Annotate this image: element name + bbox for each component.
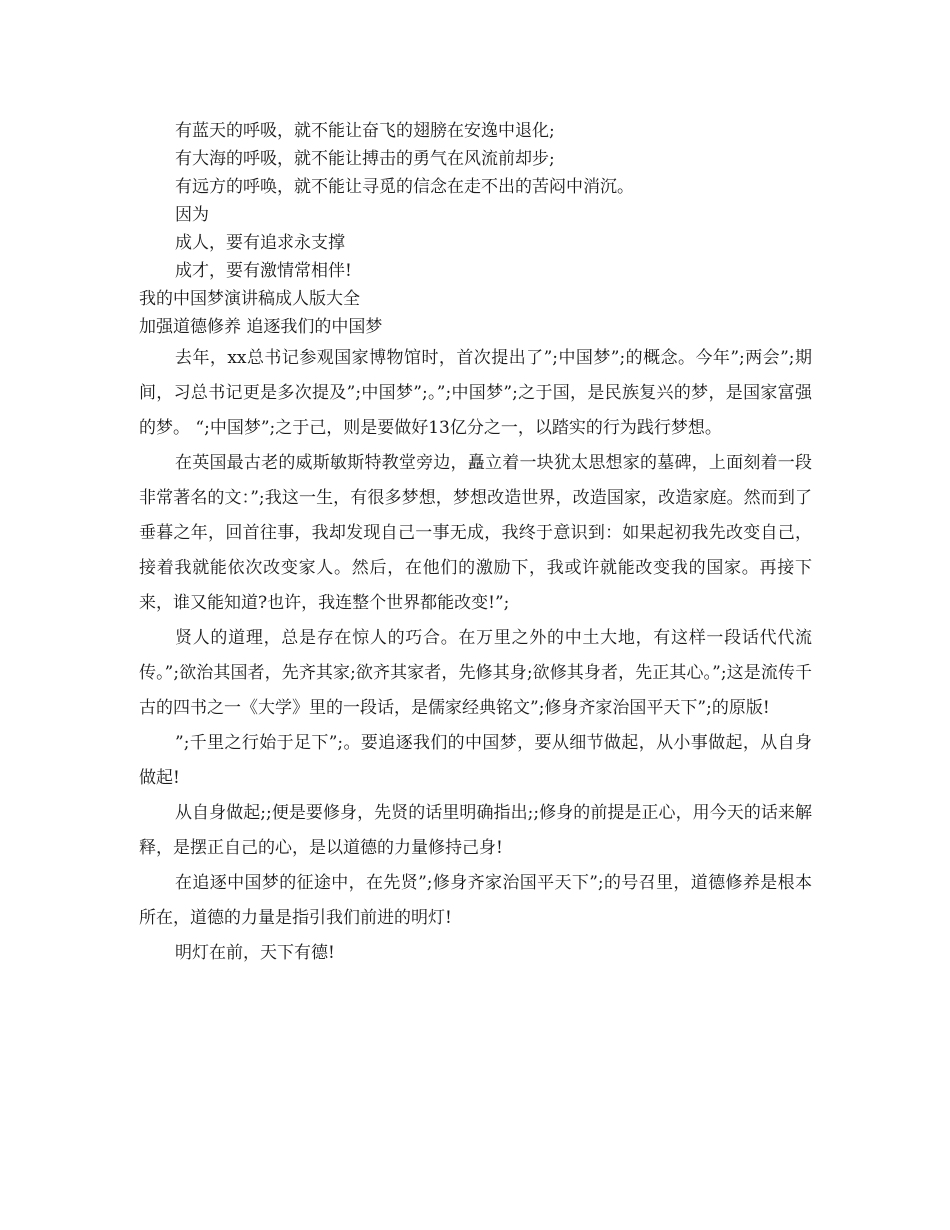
poem-line: 有大海的呼吸，就不能让搏击的勇气在风流前却步; <box>175 149 555 169</box>
document-subtitle: 加强道德修养 追逐我们的中国梦 <box>139 317 383 337</box>
poem-line: 成才，要有激情常相伴! <box>175 261 352 281</box>
poem-line: 有远方的呼唤，就不能让寻觅的信念在走不出的苦闷中消沉。 <box>175 177 634 197</box>
body-paragraph: 贤人的道理，总是存在惊人的巧合。在万里之外的中土大地，有这样一段话代代流传。”;欲治其国者，先齐其家;欲齐其家者，先修其身;欲修其身者，先正其心。”;这是流传千古的四书之一《大学》里的一段话，是儒家经典铭文”;修身齐家治国平天下”;的原版! <box>139 628 812 718</box>
document-title: 我的中国梦演讲稿成人版大全 <box>139 289 360 309</box>
poem-line: 有蓝天的呼吸，就不能让奋飞的翅膀在安逸中退化; <box>175 121 555 141</box>
body-paragraph: ”;千里之行始于足下”;。要追逐我们的中国梦，要从细节做起，从小事做起，从自身做起! <box>139 733 812 788</box>
body-paragraph: 明灯在前，天下有德! <box>175 943 335 963</box>
body-paragraph: 去年，xx总书记参观国家博物馆时，首次提出了”;中国梦”;的概念。今年”;两会”;期间，习总书记更是多次提及”;中国梦”;。”;中国梦”;之于国，是民族复兴的梦，是国家富强的梦。 “;中国梦”;之于己，则是要做好13亿分之一，以踏实的行为践行梦想。 <box>139 348 812 438</box>
body-paragraph: 从自身做起;;便是要修身，先贤的话里明确指出;;修身的前提是正心，用今天的话来解释，是摆正自己的心，是以道德的力量修持己身! <box>139 803 812 858</box>
poem-line: 成人，要有追求永支撑 <box>175 233 345 253</box>
body-paragraph: 在英国最古老的威斯敏斯特教堂旁边，矗立着一块犹太思想家的墓碑，上面刻着一段非常著名的文：”;我这一生，有很多梦想，梦想改造世界，改造国家，改造家庭。然而到了垂暮之年，回首往事，我却发现自己一事无成，我终于意识到：如果起初我先改变自己，接着我就能依次改变家人。然后，在他们的激励下，我或许就能改变我的国家。再接下来，谁又能知道?也许，我连整个世界都能改变!”; <box>139 453 812 613</box>
body-paragraph: 在追逐中国梦的征途中，在先贤”;修身齐家治国平天下”;的号召里，道德修养是根本所在，道德的力量是指引我们前进的明灯! <box>139 873 812 928</box>
poem-line: 因为 <box>175 205 209 225</box>
